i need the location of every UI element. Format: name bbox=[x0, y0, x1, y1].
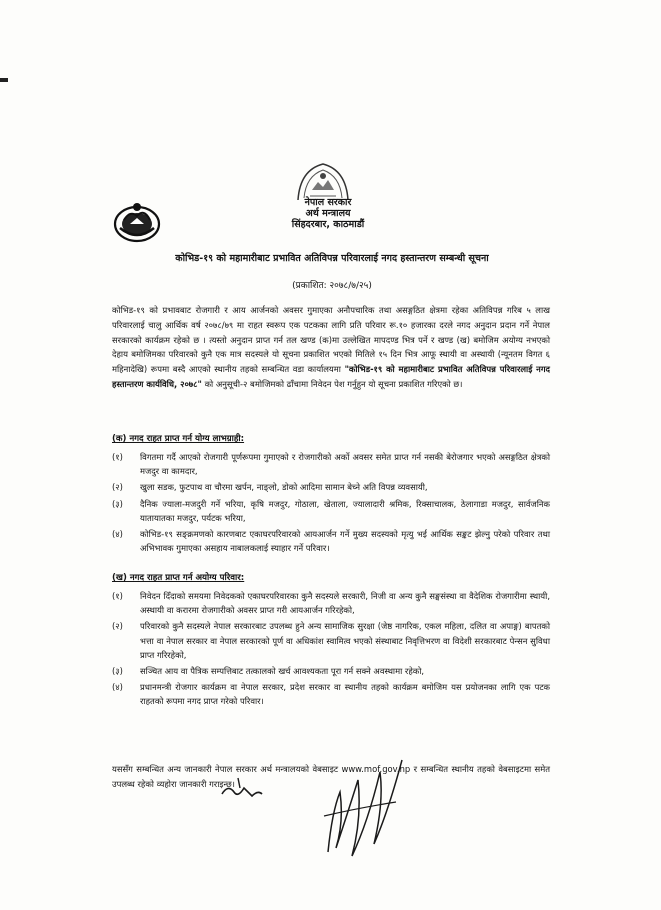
office-name-line3: सिंहदरबार, काठमाडौं bbox=[291, 219, 365, 230]
section-b-heading: (ख) नगद राहत प्राप्त गर्न अयोग्य परिवार: bbox=[112, 573, 245, 583]
list-item-number: (३) bbox=[112, 498, 123, 509]
list-item-number: (१) bbox=[112, 452, 123, 462]
list-item-text: कोभिड-१९ सङ्क्रमणको कारणबाट एकाघरपरिवारको आयआर्जन गर्ने मुख्य सदस्यको मृत्यु भई आर्थिक सङ्कट झेल्नु परेको परिवार तथा अभिभावक गुमाएका असहाय नाबालकलाई स्याहार गर्ने परिवार। bbox=[140, 529, 550, 554]
publication-date: (प्रकाशित: २०७८/७/२५) bbox=[292, 281, 372, 291]
list-item bbox=[112, 450, 550, 478]
list-item bbox=[112, 664, 550, 678]
list-item bbox=[112, 480, 550, 494]
list-item-number: (४) bbox=[112, 682, 123, 693]
official-signature bbox=[318, 752, 410, 870]
list-item-number: (४) bbox=[112, 529, 123, 540]
section-a-list bbox=[112, 450, 550, 557]
section-a-heading: (क) नगद राहत प्राप्त गर्न योग्य लाभग्राही: bbox=[112, 434, 245, 444]
notice-title: कोभिड-१९ को महामारीबाट प्रभावित अतिविपन्न परिवारलाई नगद हस्तान्तरण सम्बन्धी सूचना bbox=[175, 253, 489, 264]
footer-paragraph: यससँग सम्बन्धित अन्य जानकारी नेपाल सरकार अर्थ मन्त्रालयको वेबसाइट www.mof.gov.np र सम्बन्धित स्थानीय तहको वेबसाइटमा समेत उपलब्ध रहेको व्यहोरा जानकारी गराइन्छ। bbox=[112, 764, 550, 789]
list-item-text: विगतमा गर्दै आएको रोजगारी पूर्णरूपमा गुमाएको र रोजगारीको अर्को अवसर समेत प्राप्त गर्न नसकी बेरोजगार भएको असङ्गठित क्षेत्रको मजदुर वा कामदार, bbox=[140, 452, 550, 477]
list-item-text: प्रधानमन्त्री रोजगार कार्यक्रम वा नेपाल सरकार, प्रदेश सरकार वा स्थानीय तहको कार्यक्रम बमोजिम यस प्रयोजनका लागि एक पटक राहतको रूपमा नगद प्राप्त गरेको परिवार। bbox=[140, 682, 550, 707]
intro-text-part1: कोभिड-१९ को प्रभावबाट रोजगारी र आय आर्जनको अवसर गुमाएका अनौपचारिक तथा असङ्गठित क्षेत्रमा रहेका अतिविपन्न गरिब ५ लाख परिवारलाई चालु आर्थिक वर्ष २०७८/७९ मा राहत स्वरूप एक पटकका लागि प्रति परिवार रू.१० हजारका दरले नगद अनुदान प्रदान गर्ने नेपाल सरकारको कार्यक्रम रहेको छ । त्यस्तो अनुदान प्राप्त गर्न तल खण्ड (क)मा उल्लेखित मापदण्ड भित्र पर्ने र खण्ड (ख) बमोजिम अयोग्य नभएको देहाय बमोजिमका परिवारको कुनै एक मात्र सदस्यले यो सूचना प्रकाशित भएको मितिले १५ दिन भित्र आफू स्थायी वा अस्थायी (न्यूनतम विगत ६ महिनादेखि) रूपमा बस्दै आएको स्थानीय तहको सम्बन्धित वडा कार्यालयमा bbox=[112, 305, 550, 375]
list-item-number: (२) bbox=[112, 621, 123, 632]
list-item-text: परिवारको कुनै सदस्यले नेपाल सरकारबाट उपलब्ध हुने अन्य सामाजिक सुरक्षा (जेष्ठ नागरिक, एकल महिला, दलित वा अपाङ्ग) बापतको भत्ता वा नेपाल सरकार वा नेपाल सरकारको पूर्ण वा अधिकांश स्वामित्व भएको संस्थाबाट निवृत्तिभरण वा विदेशी सरकारबाट पेन्सन सुविधा प्राप्त गरिरहेको, bbox=[140, 621, 550, 660]
section-b-list bbox=[112, 589, 550, 711]
list-item-number: (३) bbox=[112, 666, 123, 677]
list-item-text: सञ्चित आय वा पैत्रिक सम्पत्तिबाट तत्कालको खर्च आवश्यकता पूरा गर्न सक्ने अवस्थामा रहेको, bbox=[140, 666, 425, 677]
list-item-text: निवेदन दिँदाको समयमा निवेदकको एकाघरपरिवारका कुनै सदस्यले सरकारी, निजी वा अन्य कुनै सङ्घसंस्था वा वैदेशिक रोजगारीमा स्थायी, अस्थायी वा करारमा रोजगारीको अवसर प्राप्त गरी आयआर्जन गरिरहेको, bbox=[140, 591, 550, 616]
list-item-number: (१) bbox=[112, 591, 123, 601]
list-item-text: खुला सडक, फुटपाथ वा चौरमा खर्पन, नाङ्लो, डोको आदिमा सामान बेच्ने अति विपन्न व्यवसायी, bbox=[140, 482, 428, 493]
initial-signature bbox=[218, 770, 266, 804]
intro-paragraph bbox=[112, 303, 550, 392]
list-item bbox=[112, 497, 550, 525]
intro-text-part2: को अनुसूची-२ बमोजिमको ढाँचामा निवेदन पेश गर्नुहुन यो सूचना प्रकाशित गरिएको छ। bbox=[204, 378, 463, 389]
list-item bbox=[112, 589, 550, 617]
list-item-number: (२) bbox=[112, 482, 123, 493]
list-item-text: दैनिक ज्याला-मजदुरी गर्ने भरिया, कृषि मजदुर, गोठाला, खेताला, ज्यालादारी श्रमिक, रिक्साचालक, ठेलागाडा मजदुर, सार्वजनिक यातायातका मजदुर, पर्यटक भरिया, bbox=[140, 498, 550, 523]
list-item bbox=[112, 527, 550, 555]
office-name-line1: नेपाल सरकार bbox=[304, 197, 352, 208]
list-item bbox=[112, 680, 550, 708]
office-name-line2: अर्थ मन्त्रालय bbox=[305, 208, 351, 219]
list-item bbox=[112, 619, 550, 662]
scan-edge-mark bbox=[0, 78, 8, 82]
nepal-emblem-icon bbox=[112, 198, 162, 244]
intro-procedure-name: "कोभिड-१९ को महामारीबाट प्रभावित अतिविपन्न परिवारलाई नगद हस्तान्तरण कार्यविधि, २०७८" bbox=[112, 364, 550, 389]
